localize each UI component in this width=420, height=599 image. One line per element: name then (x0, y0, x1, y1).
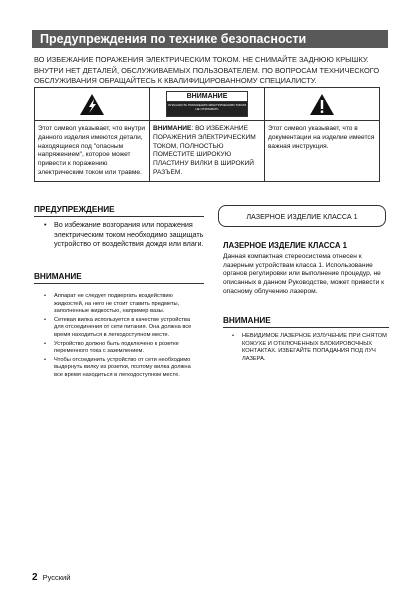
caution-list (44, 293, 194, 381)
caution-description-bold: ВНИМАНИЕ (153, 125, 192, 132)
page-footer (32, 572, 70, 583)
safety-symbols-table (34, 87, 380, 182)
intro-warning-text: ВО ИЗБЕЖАНИЕ ПОРАЖЕНИЯ ЭЛЕКТРИЧЕСКИМ ТОКОМ. НЕ СНИМАЙТЕ ЗАДНЮЮ КРЫШКУ. ВНУТРИ НЕТ ДЕТАЛЕЙ, ОБСЛУЖИВАЕМЫХ ПОЛЬЗОВАТЕЛЕМ. ПО ВОПРОСАМ ТЕХНИЧЕСКОГО ОБСЛУЖИВАНИЯ ОБРАЩАЙТЕСЬ К КВАЛИФИЦИРОВАННОМУ СПЕЦИАЛИСТУ. (34, 55, 380, 86)
caution-label-subtitle: ОПАСНОСТЬ ПОРАЖЕНИЯ ЭЛЕКТРИЧЕСКИМ ТОКОМ НЕ ОТКРЫВАТЬ (167, 102, 247, 116)
laser-caution-divider (223, 327, 389, 328)
caution-section-title: ВНИМАНИЕ (34, 272, 82, 281)
laser-section-title: ЛАЗЕРНОЕ ИЗДЕЛИЕ КЛАССА 1 (223, 241, 347, 250)
caution-description (150, 121, 265, 182)
warning-section-divider (34, 216, 204, 217)
lightning-symbol-cell (35, 88, 150, 121)
list-item: • Во избежание возгорания или поражения электрическим током необходимо защищать устройство от воздействия дождя или влаги. (44, 220, 204, 249)
lightning-symbol-description: Этот символ указывает, что внутри данного изделия имеются детали, находящиеся под "опасным напряжением", которое может привести к поражению электрическим током или травме. (35, 121, 150, 182)
list-item: • Чтобы отсоединить устройство от сети необходимо выдернуть вилку из розетки, поэтому вилка должна все время находиться в легкодоступном месте. (44, 357, 194, 380)
laser-caution-title: ВНИМАНИЕ (223, 316, 271, 325)
caution-section-divider (34, 283, 204, 284)
warning-section-title: ПРЕДУПРЕЖДЕНИЕ (34, 205, 115, 214)
page-number: 2 (32, 572, 38, 583)
caution-label-title: ВНИМАНИЕ (167, 92, 247, 102)
list-item: • Аппарат не следует подвергать воздействию жидкостей, на него не стоит ставить предметы, заполненные жидкостью, например вазы. (44, 293, 194, 316)
exclamation-symbol-cell (265, 88, 379, 121)
list-item: • НЕВИДИМОЕ ЛАЗЕРНОЕ ИЗЛУЧЕНИЕ ПРИ СНЯТОМ КОЖУХЕ И ОТКЛЮЧЕННЫХ БЛОКИРОВОЧНЫХ КОНТАКТАХ. ИЗБЕГАЙТЕ ПОПАДАНИЯ ПОД ЛУЧ ЛАЗЕРА. (232, 333, 392, 363)
list-item: • Устройство должно быть подключено к розетке переменного тока с заземлением. (44, 341, 194, 356)
page-title: Предупреждения по технике безопасности (32, 30, 388, 48)
laser-caution-list (232, 333, 392, 363)
footer-language: Русский (42, 573, 71, 582)
caution-description-text: : ВО ИЗБЕЖАНИЕ ПОРАЖЕНИЯ ЭЛЕКТРИЧЕСКИМ ТОКОМ, ПОЛНОСТЬЮ ПОМЕСТИТЕ ШИРОКУЮ ПЛАСТИНУ ВИЛКИ В ШИРОКИЙ РАЗЪЕМ. (153, 125, 256, 176)
list-item: • Сетевая вилка используется в качестве устройства для отсоединения от сети питания. Она должна все время находиться в легкодоступном месте. (44, 317, 194, 340)
lightning-warning-icon (79, 93, 105, 116)
caution-label-cell (150, 88, 265, 121)
laser-description: Данная компактная стереосистема отнесен к лазерным устройствам класса 1. Использование органов регулировки или выполнение процедур, не описанных в данном Руководстве, может привести к опасному облучению лазером. (223, 253, 384, 295)
exclamation-symbol-description: Этот символ указывает, что в документации на изделие имеется важная инструкция. (268, 125, 375, 150)
warning-list (44, 220, 204, 249)
caution-label (166, 91, 248, 117)
exclamation-warning-icon (309, 93, 335, 116)
laser-class-label: ЛАЗЕРНОЕ ИЗДЕЛИЕ КЛАССА 1 (218, 205, 386, 227)
